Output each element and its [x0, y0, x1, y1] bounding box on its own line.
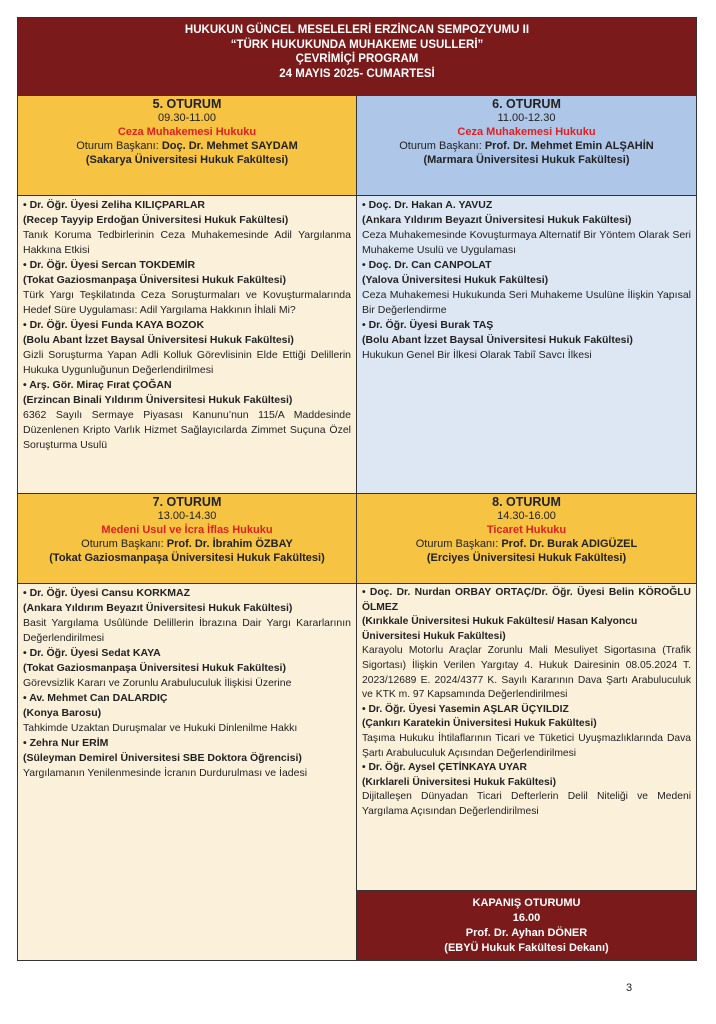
- talk-topic: Yargılamanın Yenilenmesinde İcranın Durdurulması ve İadesi: [23, 767, 308, 779]
- talk-item: [23, 258, 351, 318]
- session-5-header: [18, 96, 357, 196]
- session-name: 6. OTURUM: [492, 97, 561, 111]
- session-7-header: [18, 494, 357, 584]
- talk-topic: Basit Yargılama Usûlünde Delillerin İbrazına Dair Yargı Kararlarının Değerlendirilmesi: [23, 617, 351, 644]
- speaker-affiliation: (Tokat Gaziosmanpaşa Üniversitesi Hukuk Fakültesi): [23, 274, 286, 286]
- talk-topic: Tanık Koruma Tedbirlerinin Ceza Muhakemesinde Adil Yargılanma Hakkına Etkisi: [23, 229, 351, 256]
- speaker-affiliation: (Konya Barosu): [23, 707, 102, 719]
- session-chair: Prof. Dr. Mehmet Emin ALŞAHİN: [484, 140, 654, 152]
- talk-item: [362, 703, 691, 761]
- chair-label: Oturum Başkanı:: [415, 538, 502, 550]
- speaker-affiliation: (Yalova Üniversitesi Hukuk Fakültesi): [362, 274, 549, 286]
- chair-affiliation: (Sakarya Üniversitesi Hukuk Fakültesi): [85, 154, 289, 166]
- speaker-affiliation: (Tokat Gaziosmanpaşa Üniversitesi Hukuk Fakültesi): [23, 662, 286, 674]
- program-date: 24 MAYIS 2025- CUMARTESİ: [279, 67, 435, 80]
- session-time: 11.00-12.30: [497, 112, 556, 124]
- talk-item: [23, 691, 351, 736]
- session-time: 13.00-14.30: [157, 510, 217, 522]
- chair-affiliation: (Erciyes Üniversitesi Hukuk Fakültesi): [426, 552, 627, 564]
- session-field: Ceza Muhakemesi Hukuku: [117, 126, 257, 138]
- speaker-name: • Dr. Öğr. Üyesi Yasemin AŞLAR ÜÇYILDIZ: [362, 703, 569, 715]
- speaker-name: • Dr. Öğr. Üyesi Burak TAŞ: [362, 319, 494, 331]
- speaker-name: • Dr. Öğr. Üyesi Zeliha KILIÇPARLAR: [23, 199, 206, 211]
- talk-item: [362, 761, 691, 819]
- session-time: 09.30-11.00: [158, 112, 216, 124]
- speaker-name: • Dr. Öğr. Üyesi Sercan TOKDEMİR: [23, 259, 196, 271]
- speaker-name: • Dr. Öğr. Üyesi Cansu KORKMAZ: [23, 587, 191, 599]
- speaker-name: • Doç. Dr. Nurdan ORBAY ORTAÇ/Dr. Öğr. Üyesi Belin KÖROĞLU ÖLMEZ: [362, 587, 691, 613]
- talk-item: [362, 318, 691, 363]
- session-6-header: [357, 96, 696, 196]
- talk-topic: Ceza Muhakemesi Hukukunda Seri Muhakeme Usulüne İlişkin Yapısal Bir Değerlendirme: [362, 289, 691, 316]
- speaker-affiliation: (Kırklareli Üniversitesi Hukuk Fakültesi): [362, 776, 556, 788]
- session-name: 5. OTURUM: [152, 97, 222, 111]
- speaker-name: • Doç. Dr. Can CANPOLAT: [362, 259, 492, 271]
- session-field: Medeni Usul ve İcra İflas Hukuku: [101, 524, 273, 536]
- session-chair: Prof. Dr. İbrahim ÖZBAY: [166, 538, 293, 550]
- symposium-title: HUKUKUN GÜNCEL MESELELERİ ERZİNCAN SEMPOZYUMU II: [184, 24, 530, 36]
- talk-topic: 6362 Sayılı Sermaye Piyasası Kanunu’nun 115/A Maddesinde Düzenlenen Kripto Varlık Hizmet Sağlayıcılarda Zimmet Suçuna Özel Soruşturma Usulü: [23, 409, 351, 451]
- session-name: 7. OTURUM: [152, 495, 222, 509]
- speaker-name: • Doç. Dr. Hakan A. YAVUZ: [362, 199, 493, 211]
- talk-item: [23, 736, 351, 781]
- session-name: 8. OTURUM: [492, 495, 561, 509]
- speaker-affiliation: (Ankara Yıldırım Beyazıt Üniversitesi Hukuk Fakültesi): [362, 214, 632, 226]
- program-table: [17, 17, 697, 961]
- closing-title: KAPANIŞ OTURUMU: [472, 897, 581, 909]
- chair-affiliation: (Tokat Gaziosmanpaşa Üniversitesi Hukuk Fakültesi): [49, 552, 325, 564]
- speaker-name: • Zehra Nur ERİM: [23, 737, 109, 749]
- session-8-header: [357, 494, 696, 584]
- closing-time: 16.00: [512, 912, 541, 924]
- speaker-affiliation: (Ankara Yıldırım Beyazıt Üniversitesi Hukuk Fakültesi): [23, 602, 293, 614]
- program-type: ÇEVRİMİÇİ PROGRAM: [295, 53, 419, 65]
- chair-label: Oturum Başkanı:: [76, 140, 162, 152]
- closing-session: [357, 891, 696, 960]
- talk-topic: Gizli Soruşturma Yapan Adli Kolluk Görevlisinin Elde Ettiği Delillerin Hukuka Uygunluğunun Değerlendirilmesi: [23, 349, 351, 376]
- talk-topic: Hukukun Genel Bir İlkesi Olarak Tabiî Savcı İlkesi: [362, 349, 592, 361]
- speaker-name: • Dr. Öğr. Aysel ÇETİNKAYA UYAR: [362, 762, 527, 774]
- talk-topic: Tahkimde Uzaktan Duruşmalar ve Hukuki Dinlenilme Hakkı: [23, 722, 298, 734]
- talk-item: [23, 198, 351, 258]
- talk-item: [362, 586, 691, 703]
- talk-item: [23, 586, 351, 646]
- talk-topic: Türk Yargı Teşkilatında Ceza Soruşturmaları ve Kovuşturmalarında Hedef Süre Uygulaması: Adil Yargılama Hakkının İhlali Mi?: [23, 289, 351, 316]
- speaker-name: • Arş. Gör. Miraç Fırat ÇOĞAN: [23, 379, 172, 391]
- speaker-affiliation: (Erzincan Binali Yıldırım Üniversitesi Hukuk Fakültesi): [23, 394, 293, 406]
- talk-item: [23, 318, 351, 378]
- speaker-affiliation: (Bolu Abant İzzet Baysal Üniversitesi Hukuk Fakültesi): [23, 334, 294, 346]
- speaker-name: • Dr. Öğr. Üyesi Funda KAYA BOZOK: [23, 319, 205, 331]
- chair-affiliation: (Marmara Üniversitesi Hukuk Fakültesi): [423, 154, 630, 166]
- speaker-name: • Av. Mehmet Can DALARDIÇ: [23, 692, 168, 704]
- speaker-affiliation: (Kırıkkale Üniversitesi Hukuk Fakültesi/ Hasan Kalyoncu Üniversitesi Hukuk Fakültesi): [362, 616, 638, 642]
- speaker-affiliation: (Çankırı Karatekin Üniversitesi Hukuk Fakültesi): [362, 718, 597, 730]
- talk-item: [23, 646, 351, 691]
- talk-item: [362, 258, 691, 318]
- session-5-talks: [18, 196, 357, 494]
- program-header: [18, 18, 696, 96]
- closing-speaker: Prof. Dr. Ayhan DÖNER: [465, 927, 588, 939]
- speaker-affiliation: (Recep Tayyip Erdoğan Üniversitesi Hukuk Fakültesi): [23, 214, 289, 226]
- talk-topic: Ceza Muhakemesinde Kovuşturmaya Alternatif Bir Yöntem Olarak Seri Muhakeme Usulü ve Uygulaması: [362, 229, 691, 256]
- talk-topic: Dijitalleşen Dünyadan Ticari Defterlerin Delil Niteliği ve Medeni Yargılama Açısından Değerlendirilmesi: [362, 791, 691, 817]
- talk-topic: Görevsizlik Kararı ve Zorunlu Arabuluculuk İlişkisi Üzerine: [23, 677, 292, 689]
- talk-topic: Karayolu Motorlu Araçlar Zorunlu Mali Mesuliyet Sigortasına (Trafik Sigortası) İlişkin Verilen Yargıtay 4. Hukuk Dairesinin 08.05.2024 T. 2023/12689 E. 2024/4377 K. Sayılı Kararının Dava Şartı Arabuluculuk ve KTK m. 97 Kapsamında Değerlendirilmesi: [362, 645, 691, 701]
- session-time: 14.30-16.00: [497, 510, 556, 522]
- session-chair: Prof. Dr. Burak ADIGÜZEL: [501, 538, 638, 550]
- session-8-talks: [357, 584, 696, 891]
- session-field: Ceza Muhakemesi Hukuku: [457, 126, 596, 138]
- speaker-affiliation: (Bolu Abant İzzet Baysal Üniversitesi Hukuk Fakültesi): [362, 334, 633, 346]
- talk-topic: Taşıma Hukuku İhtilaflarının Ticari ve Tüketici Uyuşmazlıklarında Dava Şartı Arabuluculuk Açısından Değerlendirilmesi: [362, 732, 691, 759]
- closing-role: (EBYÜ Hukuk Fakültesi Dekanı): [444, 942, 609, 954]
- talk-item: [362, 198, 691, 258]
- symposium-subtitle: “TÜRK HUKUKUNDA MUHAKEME USULLERİ”: [230, 38, 484, 51]
- chair-label: Oturum Başkanı:: [81, 538, 167, 550]
- page-number: 3: [626, 982, 633, 994]
- chair-label: Oturum Başkanı:: [399, 140, 485, 152]
- speaker-affiliation: (Süleyman Demirel Üniversitesi SBE Doktora Öğrencisi): [23, 752, 302, 764]
- speaker-name: • Dr. Öğr. Üyesi Sedat KAYA: [23, 647, 161, 659]
- talk-item: [23, 378, 351, 453]
- session-chair: Doç. Dr. Mehmet SAYDAM: [161, 140, 298, 152]
- session-7-talks: [18, 584, 357, 960]
- session-field: Ticaret Hukuku: [486, 524, 567, 536]
- session-6-talks: [357, 196, 696, 494]
